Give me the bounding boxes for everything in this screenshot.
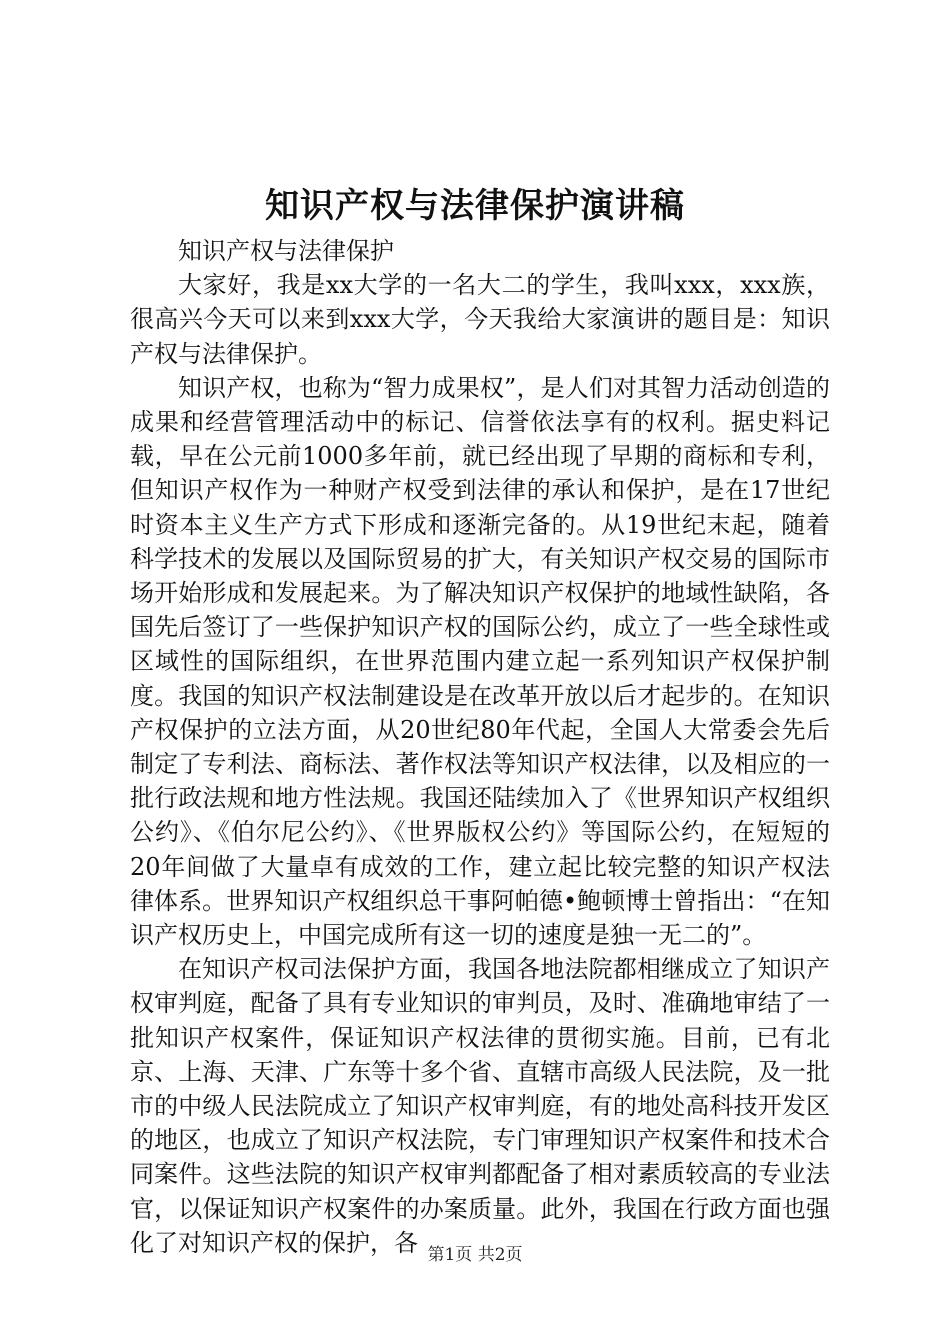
paragraph-definition-history: 知识产权，也称为“智力成果权”，是人们对其智力活动创造的成果和经营管理活动中的标记、信誉依法享有的权利。据史料记载，早在公元前1000多年前，就已经出现了早期的商标和专利，但知识产权作为一种财产权受到法律的承认和保护，是在17世纪时资本主义生产方式下形成和逐渐完备的。从19世纪末起，随着科学技术的发展以及国际贸易的扩大，有关知识产权交易的国际市场开始形成和发展起来。为了解决知识产权保护的地域性缺陷，各国先后签订了一些保护知识产权的国际公约，成立了一些全球性或区域性的国际组织，在世界范围内建立起一系列知识产权保护制度。我国的知识产权法制建设是在改革开放以后才起步的。在知识产权保护的立法方面，从20世纪80年代起，全国人大常委会先后制定了专利法、商标法、著作权法等知识产权法律，以及相应的一批行政法规和地方性法规。我国还陆续加入了《世界知识产权组织公约》、《伯尔尼公约》、《世界版权公约》等国际公约，在短短的20年间做了大量卓有成效的工作，建立起比较完整的知识产权法律体系。世界知识产权组织总干事阿帕德•鲍顿博士曾指出：“在知识产权历史上，中国完成所有这一切的速度是独一无二的”。 xyxy=(130,373,830,950)
paragraph-introduction: 大家好，我是xx大学的一名大二的学生，我叫xxx，xxx族，很高兴今天可以来到xxx大学，今天我给大家演讲的题目是：知识产权与法律保护。 xyxy=(130,271,830,368)
document-body xyxy=(130,234,830,1260)
page-number-footer: 第1页 共2页 xyxy=(427,1245,523,1265)
document-subtitle: 知识产权与法律保护 xyxy=(178,237,394,265)
document-title: 知识产权与法律保护演讲稿 xyxy=(265,186,685,226)
paragraph-judicial-protection: 在知识产权司法保护方面，我国各地法院都相继成立了知识产权审判庭，配备了具有专业知识的审判员，及时、准确地审结了一批知识产权案件，保证知识产权法律的贯彻实施。目前，已有北京、上海、天津、广东等十多个省、直辖市高级人民法院，及一批市的中级人民法院成立了知识产权审判庭，有的地处高科技开发区的地区，也成立了知识产权法院，专门审理知识产权案件和技术合同案件。这些法院的知识产权审判都配备了相对素质较高的专业法官，以保证知识产权案件的办案质量。此外，我国在行政方面也强化了对知识产权的保护，各 xyxy=(130,955,830,1257)
